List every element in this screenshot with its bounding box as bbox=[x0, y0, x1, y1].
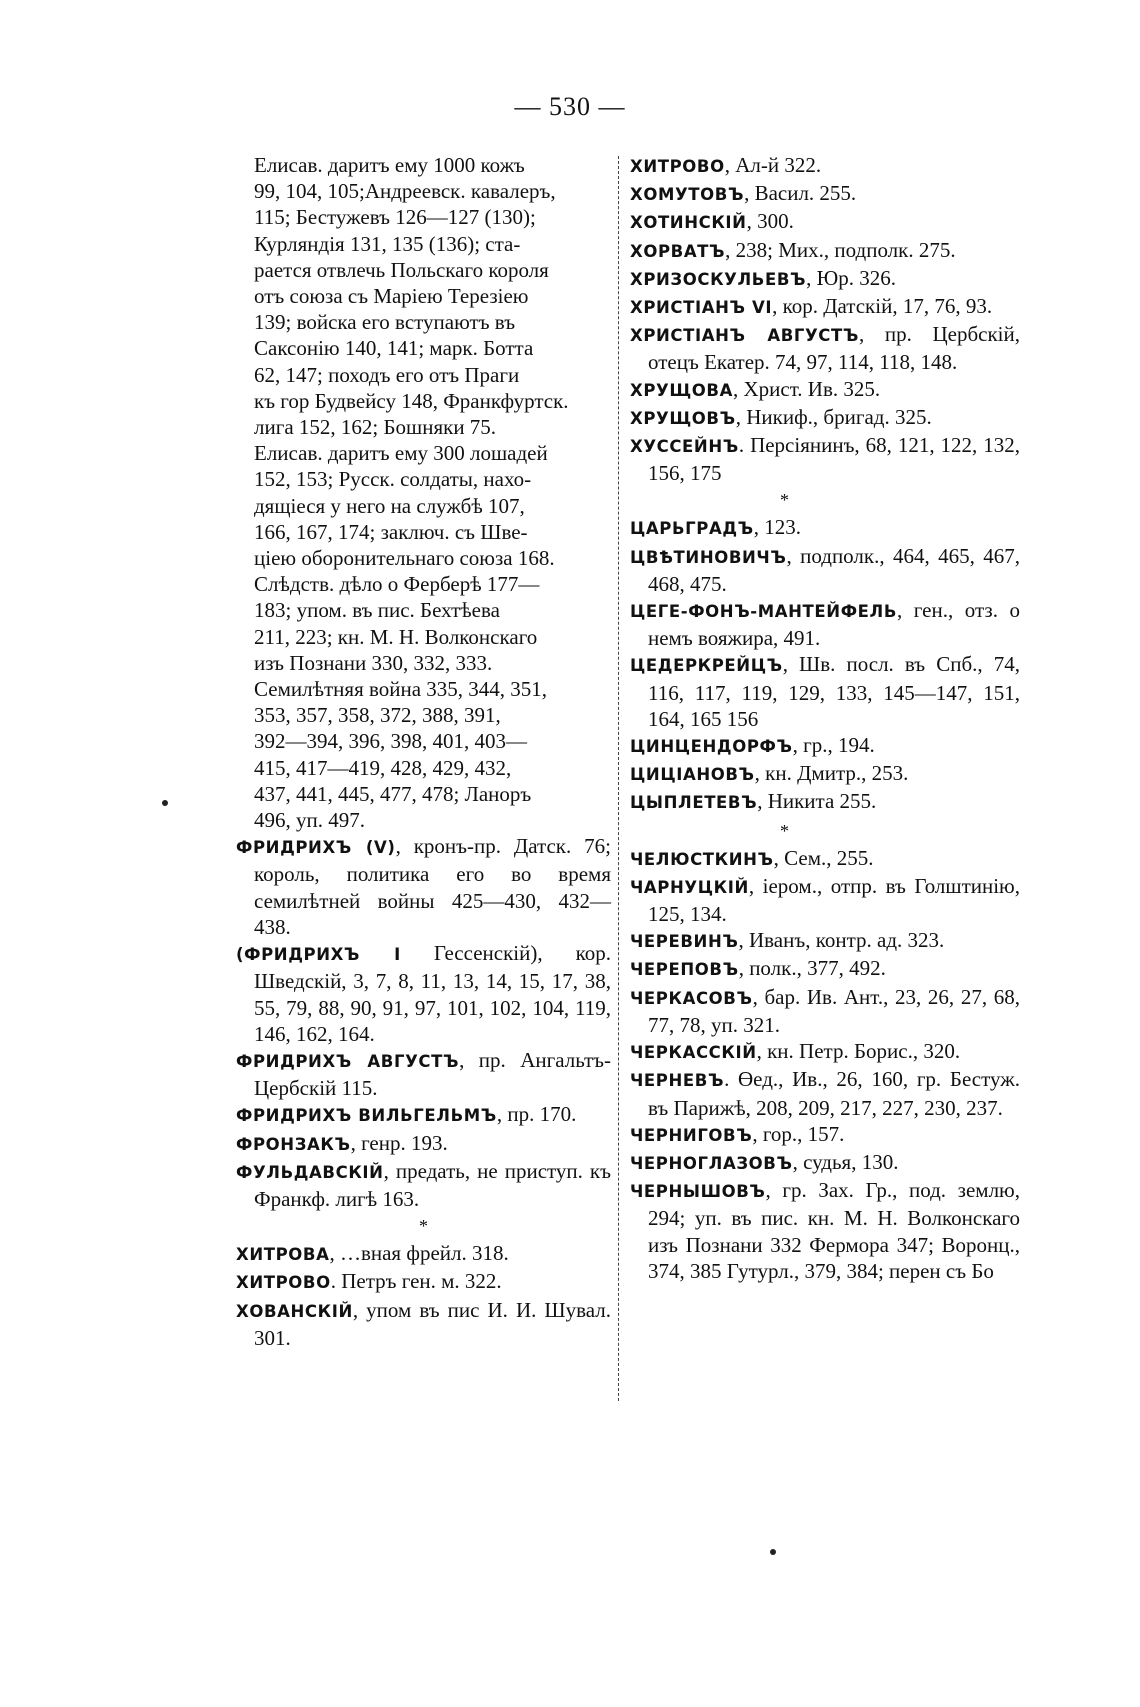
entry-line: 353, 357, 358, 372, 388, 391, bbox=[254, 703, 501, 728]
entry-references: , Никиф., бригад. 325. bbox=[735, 404, 932, 429]
entry-references: , судья, 130. bbox=[792, 1149, 899, 1174]
entry-headword: ЧЕРКАССКІЙ bbox=[630, 1043, 757, 1063]
entry-references: , бар. Ив. Ант., 23, 26, 27, 68, 77, 78, уп. 321. bbox=[648, 984, 1020, 1037]
entry-references: , Сем., 255. bbox=[773, 845, 874, 870]
entry-line: Семилѣтняя война 335, 344, 351, bbox=[254, 677, 548, 702]
entry-references: , генр. 193. bbox=[350, 1130, 448, 1155]
index-entry bbox=[630, 760, 1020, 788]
entry-headword: ЧАРНУЦКІЙ bbox=[630, 877, 749, 897]
entry-headword: ХИТРОВО bbox=[630, 157, 725, 176]
entry-references: , полк., 377, 492. bbox=[738, 956, 886, 981]
index-entry bbox=[630, 432, 1020, 486]
index-entry bbox=[630, 1038, 1020, 1066]
index-entry bbox=[630, 955, 1020, 983]
entry-headword: ЧЕРКАСОВЪ bbox=[630, 988, 753, 1008]
entry-line: Елисав. даритъ ему 300 лошадей bbox=[254, 441, 548, 466]
index-entry bbox=[630, 984, 1020, 1038]
entry-references: , гр., 194. bbox=[792, 733, 875, 758]
index-entry bbox=[630, 208, 1020, 236]
entry-headword: ХРИЗОСКУЛЬЕВЪ bbox=[630, 269, 807, 289]
entry-references: , пр. Ангальтъ-Цербскій 115. bbox=[254, 1047, 611, 1101]
entry-headword: ХОВАНСКІЙ bbox=[236, 1301, 353, 1321]
entry-references: , пр. Цербскій, отецъ Екатер. 74, 97, 114, 118, 148. bbox=[648, 322, 1020, 375]
entry-headword: ЦЕДЕРКРЕЙЦЪ bbox=[630, 656, 783, 676]
index-entry bbox=[630, 732, 1020, 760]
entry-references: , іером., отпр. въ Голштинію, 125, 134. bbox=[648, 873, 1020, 927]
entry-list bbox=[236, 1240, 611, 1351]
entry-line: 152, 153; Русск. солдаты, нахо- bbox=[254, 467, 532, 492]
entry-line: 392—394, 396, 398, 401, 403— bbox=[254, 729, 527, 754]
index-entry bbox=[236, 833, 611, 940]
section-separator: * bbox=[780, 820, 789, 841]
entry-list bbox=[236, 833, 611, 1212]
entry-headword: ХИТРОВА bbox=[236, 1245, 330, 1265]
entry-references: Гессенскій), кор. Шведскій, 3, 7, 8, 11, 13, 14, 15, 17, 38, 55, 79, 88, 90, 91, 97, 101, 102, 104, 119, 146, 162, 164. bbox=[254, 941, 611, 1046]
entry-list bbox=[630, 152, 1020, 486]
entry-headword: ЦИЦІАНОВЪ bbox=[630, 765, 755, 785]
entry-headword: ФРИДРИХЪ АВГУСТЪ bbox=[236, 1051, 460, 1071]
entry-line: 437, 441, 445, 477, 478; Ланоръ bbox=[254, 781, 532, 806]
entry-headword: ХУССЕЙНЪ bbox=[630, 437, 739, 457]
entry-references: , гор., 157. bbox=[752, 1121, 845, 1146]
index-entry bbox=[630, 237, 1020, 265]
entry-line: 496, уп. 497. bbox=[254, 808, 365, 833]
index-entry bbox=[236, 1130, 611, 1158]
index-entry bbox=[236, 1158, 611, 1212]
index-entry bbox=[236, 1047, 611, 1101]
page-number: — 530 — bbox=[514, 92, 626, 121]
entry-line: 166, 167, 174; заключ. съ Шве- bbox=[254, 519, 528, 544]
entry-references: , Иванъ, контр. ад. 323. bbox=[738, 928, 945, 953]
entry-references: , кронъ-пр. Датск. 76; король, политика его во время семилѣтней войны 425—430, 432—438. bbox=[254, 834, 611, 939]
entry-references: , Христ. Ив. 325. bbox=[732, 376, 881, 401]
entry-references: , Шв. посл. въ Спб., 74, 116, 117, 119, 129, 133, 145—147, 151, 164, 165 156 bbox=[648, 652, 1020, 731]
entry-list bbox=[630, 514, 1020, 816]
entry-headword: ХРИСТІАНЪ АВГУСТЪ bbox=[630, 326, 859, 346]
index-entry bbox=[630, 1121, 1020, 1149]
index-entry bbox=[630, 376, 1020, 404]
entry-references: , кн. Петр. Борис., 320. bbox=[756, 1039, 961, 1064]
entry-references: . Өед., Ив., 26, 160, гр. Бестуж. въ Парижѣ, 208, 209, 217, 227, 230, 237. bbox=[648, 1067, 1020, 1120]
entry-headword: ХИТРОВО bbox=[236, 1273, 331, 1293]
index-entry bbox=[630, 651, 1020, 732]
entry-headword: ХРИСТІАНЪ VI bbox=[630, 298, 773, 318]
index-entry bbox=[630, 788, 1020, 816]
entry-headword: ЦЕГЕ-ФОНЪ-МАНТЕЙФЕЛЬ bbox=[630, 602, 898, 622]
entry-headword: ЦЫПЛЕТЕВЪ bbox=[630, 793, 758, 813]
entry-references: , 123. bbox=[753, 515, 801, 540]
index-entry bbox=[630, 514, 1020, 542]
index-entry bbox=[630, 180, 1020, 208]
ink-speck bbox=[770, 1549, 776, 1555]
entry-list bbox=[630, 845, 1020, 1284]
index-entry bbox=[630, 404, 1020, 432]
index-entry bbox=[236, 1297, 611, 1351]
index-entry bbox=[630, 873, 1020, 927]
entry-line: Елисав. даритъ ему 1000 кожъ bbox=[254, 153, 525, 177]
entry-references: , Юр. 326. bbox=[806, 265, 896, 290]
entry-headword: ЧЕРЕВИНЪ bbox=[630, 932, 739, 952]
entry-references: , кор. Датскій, 17, 76, 93. bbox=[772, 294, 993, 319]
ink-speck bbox=[162, 800, 168, 806]
index-entry bbox=[630, 845, 1020, 873]
entry-headword: ХОРВАТЪ bbox=[630, 241, 726, 261]
entry-headword: ЧЕЛЮСТКИНЪ bbox=[630, 849, 774, 869]
index-entry bbox=[236, 1240, 611, 1268]
entry-line: Саксонію 140, 141; марк. Ботта bbox=[254, 336, 534, 361]
entry-references: , предать, не приступ. къ Франкф. лигѣ 163. bbox=[254, 1158, 611, 1211]
entry-line: рается отвлечь Польскаго короля bbox=[254, 257, 549, 282]
index-entry bbox=[630, 543, 1020, 597]
index-entry bbox=[236, 1101, 611, 1129]
right-column bbox=[630, 152, 1020, 1284]
entry-headword: ЦИНЦЕНДОРФЪ bbox=[630, 737, 793, 757]
entry-headword: ЧЕРНЫШОВЪ bbox=[630, 1182, 766, 1202]
entry-references: , …вная фрейл. 318. bbox=[329, 1241, 509, 1266]
index-entry bbox=[630, 597, 1020, 651]
entry-line: лига 152, 162; Бошняки 75. bbox=[254, 415, 497, 440]
continued-entry bbox=[236, 152, 611, 833]
entry-headword: ЦВѢТИНОВИЧЪ bbox=[630, 547, 787, 567]
entry-line: 99, 104, 105;Андреевск. кавалеръ, bbox=[254, 179, 556, 204]
entry-references: , ген., отз. о немъ вояжира, 491. bbox=[648, 598, 1020, 651]
entry-line: отъ союза съ Маріею Терезіею bbox=[254, 284, 529, 309]
entry-references: , Васил. 255. bbox=[744, 181, 857, 206]
entry-headword: ХРУЩОВЪ bbox=[630, 408, 736, 428]
entry-references: , кн. Дмитр., 253. bbox=[754, 761, 909, 786]
entry-headword: ЦАРЬГРАДЪ bbox=[630, 519, 754, 539]
entry-headword: ФУЛЬДАВСКІЙ bbox=[236, 1162, 384, 1182]
entry-headword: (ФРИДРИХЪ I bbox=[236, 945, 401, 965]
entry-line: Слѣдств. дѣло о Ферберѣ 177— bbox=[254, 572, 540, 597]
section-separator: * bbox=[419, 1216, 428, 1237]
entry-line: 211, 223; кн. М. Н. Волконскаго bbox=[254, 624, 538, 649]
entry-headword: ХОМУТОВЪ bbox=[630, 185, 745, 205]
entry-headword: ХОТИНСКІЙ bbox=[630, 213, 747, 233]
entry-line: къ гор Будвейсу 148, Франкфуртск. bbox=[254, 388, 569, 413]
index-entry bbox=[630, 1149, 1020, 1177]
entry-line: 115; Бестужевъ 126—127 (130); bbox=[254, 205, 536, 230]
index-entry bbox=[630, 321, 1020, 375]
entry-line: ціею оборонительнаго союза 168. bbox=[254, 546, 555, 571]
entry-references: , Ал-й 322. bbox=[724, 153, 822, 177]
entry-line: 139; войска его вступаютъ въ bbox=[254, 310, 516, 335]
left-column bbox=[236, 152, 611, 1351]
index-entry bbox=[236, 1268, 611, 1296]
index-entry bbox=[630, 293, 1020, 321]
index-entry bbox=[630, 1066, 1020, 1120]
entry-references: , Никита 255. bbox=[757, 789, 877, 814]
entry-headword: ЧЕРНЕВЪ bbox=[630, 1071, 725, 1091]
entry-line: 415, 417—419, 428, 429, 432, bbox=[254, 755, 512, 780]
entry-headword: ФРИДРИХЪ ВИЛЬГЕЛЬМЪ bbox=[236, 1106, 497, 1126]
entry-references: , упом въ пис И. И. Шувал. 301. bbox=[254, 1297, 611, 1350]
entry-references: , подполк., 464, 465, 467, 468, 475. bbox=[648, 543, 1020, 596]
entry-headword: ФРИДРИХЪ (V) bbox=[236, 838, 396, 858]
entry-line: Курляндія 131, 135 (136); ста- bbox=[254, 231, 521, 256]
index-entry bbox=[630, 927, 1020, 955]
entry-line: дящіеся у него на службѣ 107, bbox=[254, 493, 525, 518]
index-entry bbox=[236, 940, 611, 1047]
entry-references: , гр. Зах. Гр., под. землю, 294; уп. въ пис. кн. М. Н. Волконскаго изъ Познани 332 Фермора 347; Воронц., 374, 385 Гутурл., 379, 384; перен съ Бо bbox=[648, 1178, 1020, 1283]
entry-line: 62, 147; походъ его отъ Праги bbox=[254, 362, 520, 387]
entry-references: . Петръ ген. м. 322. bbox=[330, 1269, 502, 1294]
index-entry bbox=[630, 1177, 1020, 1284]
entry-references: , 238; Мих., подполк. 275. bbox=[725, 237, 956, 262]
column-divider bbox=[618, 156, 619, 1401]
entry-references: . Персіянинъ, 68, 121, 122, 132, 156, 175 bbox=[648, 433, 1020, 486]
entry-headword: ФРОНЗАКЪ bbox=[236, 1134, 351, 1154]
section-separator: * bbox=[780, 490, 789, 511]
entry-headword: ЧЕРЕПОВЪ bbox=[630, 960, 739, 980]
entry-headword: ХРУЩОВА bbox=[630, 380, 733, 400]
index-entry bbox=[630, 265, 1020, 293]
entry-line: 183; упом. въ пис. Бехтѣева bbox=[254, 598, 500, 623]
entry-references: , пр. 170. bbox=[496, 1102, 577, 1127]
index-entry bbox=[630, 152, 1020, 180]
entry-headword: ЧЕРНИГОВЪ bbox=[630, 1125, 753, 1145]
entry-headword: ЧЕРНОГЛАЗОВЪ bbox=[630, 1153, 793, 1173]
entry-references: , 300. bbox=[746, 209, 794, 234]
entry-line: изъ Познани 330, 332, 333. bbox=[254, 650, 493, 675]
